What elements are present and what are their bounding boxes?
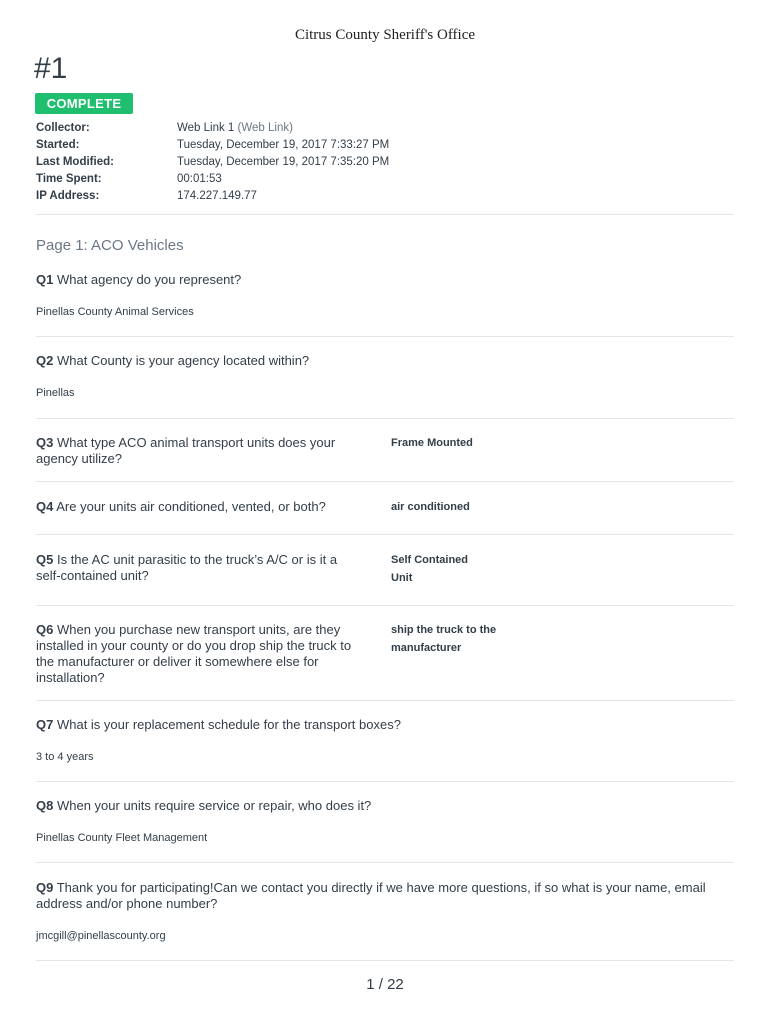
collector-name: Web Link 1 — [177, 122, 235, 134]
answer-q3: Frame Mounted — [391, 437, 473, 449]
collector-type: (Web Link) — [237, 122, 293, 134]
meta-key: Time Spent: — [36, 173, 102, 185]
question-q7 — [36, 717, 401, 733]
meta-key: IP Address: — [36, 190, 100, 202]
status-badge: COMPLETE — [35, 93, 133, 114]
page-title: Page 1: ACO Vehicles — [36, 237, 184, 254]
response-metadata — [36, 120, 389, 205]
divider — [36, 481, 734, 482]
meta-key: Last Modified: — [36, 156, 114, 168]
question-text: Are your units air conditioned, vented, or both? — [56, 499, 326, 514]
answer-q5 — [391, 551, 571, 587]
question-q6 — [36, 622, 381, 686]
answer-q7: 3 to 4 years — [36, 751, 94, 763]
question-text-line: self-contained unit? — [36, 568, 149, 583]
answer-line: Self Contained — [391, 554, 469, 566]
meta-row-time-spent — [36, 171, 389, 188]
divider — [36, 534, 734, 535]
meta-row-last-modified — [36, 154, 389, 171]
question-number: Q6 — [36, 622, 54, 637]
divider — [36, 960, 734, 961]
question-text-line: Thank you for participating!Can we contact you directly if we have more questions, if so what is your name, email — [56, 880, 706, 895]
question-text: What is your replacement schedule for the transport boxes? — [56, 717, 401, 732]
document-header: Citrus County Sheriff's Office — [294, 27, 476, 43]
question-text-line: Is the AC unit parasitic to the truck’s A/C or is it a — [56, 552, 338, 567]
answer-q8: Pinellas County Fleet Management — [36, 832, 208, 844]
meta-value — [177, 120, 293, 137]
meta-value: 00:01:53 — [177, 173, 222, 185]
question-q1 — [36, 272, 241, 288]
question-q8 — [36, 798, 371, 814]
answer-line: Unit — [391, 572, 413, 584]
answer-q4: air conditioned — [391, 501, 470, 513]
meta-value: Tuesday, December 19, 2017 7:35:20 PM — [177, 156, 390, 168]
question-text-line: agency utilize? — [36, 451, 122, 466]
answer-line: ship the truck to the — [391, 624, 497, 636]
meta-value: Tuesday, December 19, 2017 7:33:27 PM — [177, 139, 390, 151]
question-number: Q8 — [36, 798, 54, 813]
divider — [36, 214, 734, 215]
question-number: Q2 — [36, 353, 54, 368]
divider — [36, 336, 734, 337]
question-number: Q1 — [36, 272, 54, 287]
divider — [36, 418, 734, 419]
question-number: Q5 — [36, 552, 54, 567]
question-text-line: the manufacturer or deliver it somewhere else for — [36, 654, 319, 669]
meta-row-collector — [36, 120, 389, 137]
question-number: Q7 — [36, 717, 54, 732]
meta-value: 174.227.149.77 — [177, 190, 257, 202]
answer-q2: Pinellas — [36, 387, 75, 399]
question-number: Q4 — [36, 499, 54, 514]
meta-key: Started: — [36, 139, 80, 151]
question-text-line: address and/or phone number? — [36, 896, 218, 911]
question-text-line: installed in your county or do you drop ship the truck to — [36, 638, 352, 653]
divider — [36, 605, 734, 606]
question-q9 — [36, 880, 736, 912]
question-q3 — [36, 435, 376, 467]
question-text: What County is your agency located within? — [56, 353, 310, 368]
divider — [36, 700, 734, 701]
response-number: #1 — [34, 52, 68, 85]
question-text-line: When you purchase new transport units, are they — [56, 622, 341, 637]
question-q5 — [36, 552, 376, 584]
meta-key: Collector: — [36, 122, 90, 134]
question-q2 — [36, 353, 309, 369]
question-text-line: installation? — [36, 670, 105, 685]
answer-q1: Pinellas County Animal Services — [36, 306, 194, 318]
divider — [36, 781, 734, 782]
question-q4 — [36, 499, 326, 515]
answer-q9: jmcgill@pinellascounty.org — [36, 930, 166, 942]
meta-row-started — [36, 137, 389, 154]
page-indicator: 1 / 22 — [366, 976, 404, 993]
question-number: Q3 — [36, 435, 54, 450]
question-text: What agency do you represent? — [56, 272, 242, 287]
question-text: When your units require service or repair, who does it? — [56, 798, 372, 813]
answer-line: manufacturer — [391, 642, 462, 654]
answer-q6 — [391, 621, 571, 657]
question-text-line: What type ACO animal transport units does your — [56, 435, 336, 450]
question-number: Q9 — [36, 880, 54, 895]
divider — [36, 862, 734, 863]
meta-row-ip-address — [36, 188, 389, 205]
